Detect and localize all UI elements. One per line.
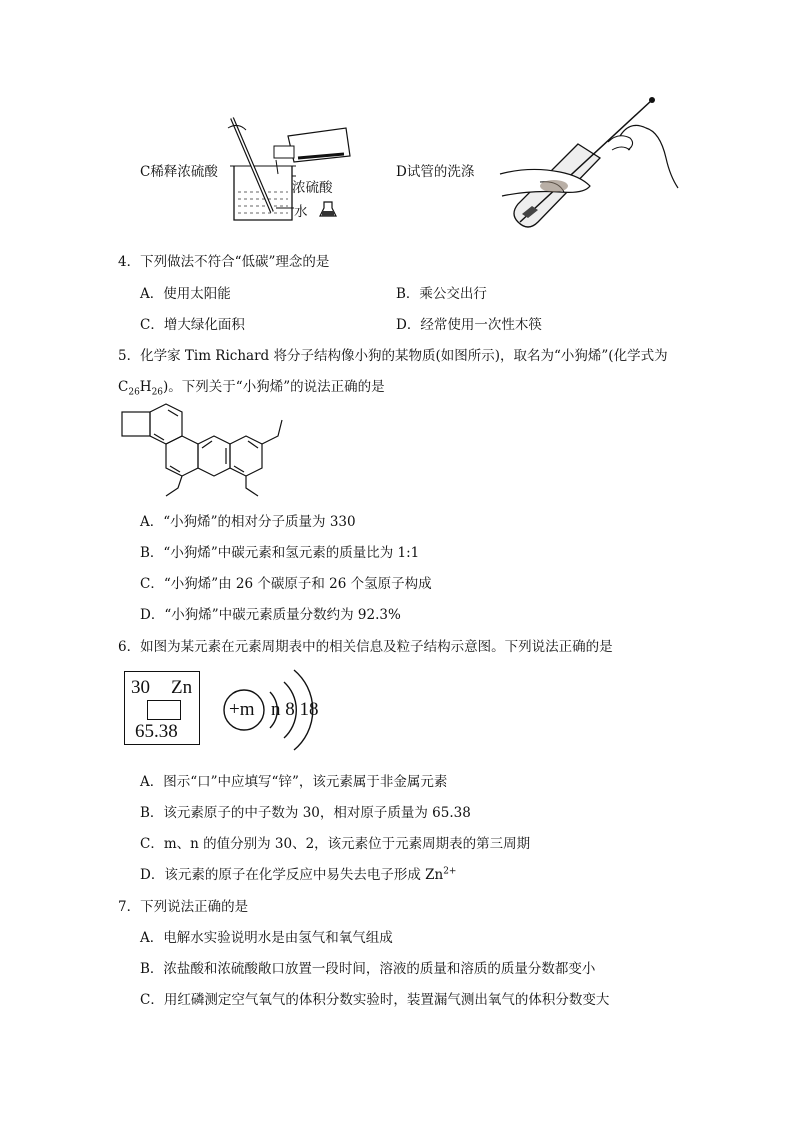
q4-option-a: A．使用太阳能	[140, 286, 231, 302]
figure-c-acid-label: 浓硫酸	[292, 180, 333, 196]
element-symbol: Zn	[171, 677, 193, 698]
q4-option-d: D．经常使用一次性木筷	[396, 317, 542, 333]
periodic-table-cell	[124, 671, 200, 745]
q7-option-b: B．浓盐酸和浓硫酸敞口放置一段时间，溶液的质量和溶质的质量分数都变小	[140, 961, 596, 977]
q5-stem-line2	[118, 375, 385, 398]
q6-option-d-text: D．该元素的原子在化学反应中易失去电子形成 Zn	[140, 867, 444, 883]
q7-option-a: A．电解水实验说明水是由氢气和氧气组成	[140, 930, 393, 946]
electron-shells: n 8 18	[271, 699, 319, 720]
atomic-number: 30	[131, 677, 150, 698]
q5-option-b: B．“小狗烯”中碳元素和氢元素的质量比为 1:1	[140, 545, 420, 561]
q5-option-a: A．“小狗烯”的相对分子质量为 330	[140, 514, 356, 530]
atomic-mass: 65.38	[135, 721, 178, 742]
q6-option-b: B．该元素原子的中子数为 30，相对原子质量为 65.38	[140, 805, 471, 821]
figure-c-label: C稀释浓硫酸	[140, 164, 218, 180]
q7-stem: 7．下列说法正确的是	[118, 899, 249, 915]
q5-formula-h-sub: 26	[151, 387, 164, 398]
q6-option-a: A．图示“口”中应填写“锌”，该元素属于非金属元素	[140, 774, 448, 790]
q5-option-c: C．“小狗烯”由 26 个碳原子和 26 个氢原子构成	[140, 576, 432, 592]
q4-option-c: C．增大绿化面积	[140, 317, 245, 333]
q5-formula-c-sub: 26	[128, 387, 140, 398]
q5-stem-line1: 5．化学家 Tim Richard 将分子结构像小狗的某物质(如图所示)，取名为“小狗烯”(化学式为	[118, 348, 668, 364]
q4-stem: 4．下列做法不符合“低碳”理念的是	[118, 254, 330, 270]
q5-formula-h: H	[139, 379, 152, 395]
figure-c-water-label: 水	[294, 204, 308, 220]
flask-icon	[318, 200, 338, 220]
q5-formula-c: C	[118, 379, 129, 395]
nucleus-charge: +m	[229, 699, 255, 720]
q6-stem: 6．如图为某元素在元素周期表中的相关信息及粒子结构示意图。下列说法正确的是	[118, 639, 613, 655]
q5-stem-rest: )。下列关于“小狗烯”的说法正确的是	[163, 379, 385, 395]
olympicene-structure-figure	[118, 408, 298, 500]
q6-option-c: C．m、n 的值分别为 30、2，该元素位于元素周期表的第三周期	[140, 836, 531, 852]
figure-d-label: D试管的洗涤	[396, 164, 475, 180]
q7-option-c: C．用红磷测定空气氧气的体积分数实验时，装置漏气测出氧气的体积分数变大	[140, 992, 610, 1008]
q6-option-d-charge: 2+	[443, 866, 457, 877]
element-name-blank-box	[147, 700, 181, 720]
test-tube-washing-figure	[480, 96, 680, 236]
q6-option-d	[140, 863, 456, 883]
q5-option-d: D．“小狗烯”中碳元素质量分数约为 92.3%	[140, 607, 401, 623]
q4-option-b: B．乘公交出行	[396, 286, 487, 302]
